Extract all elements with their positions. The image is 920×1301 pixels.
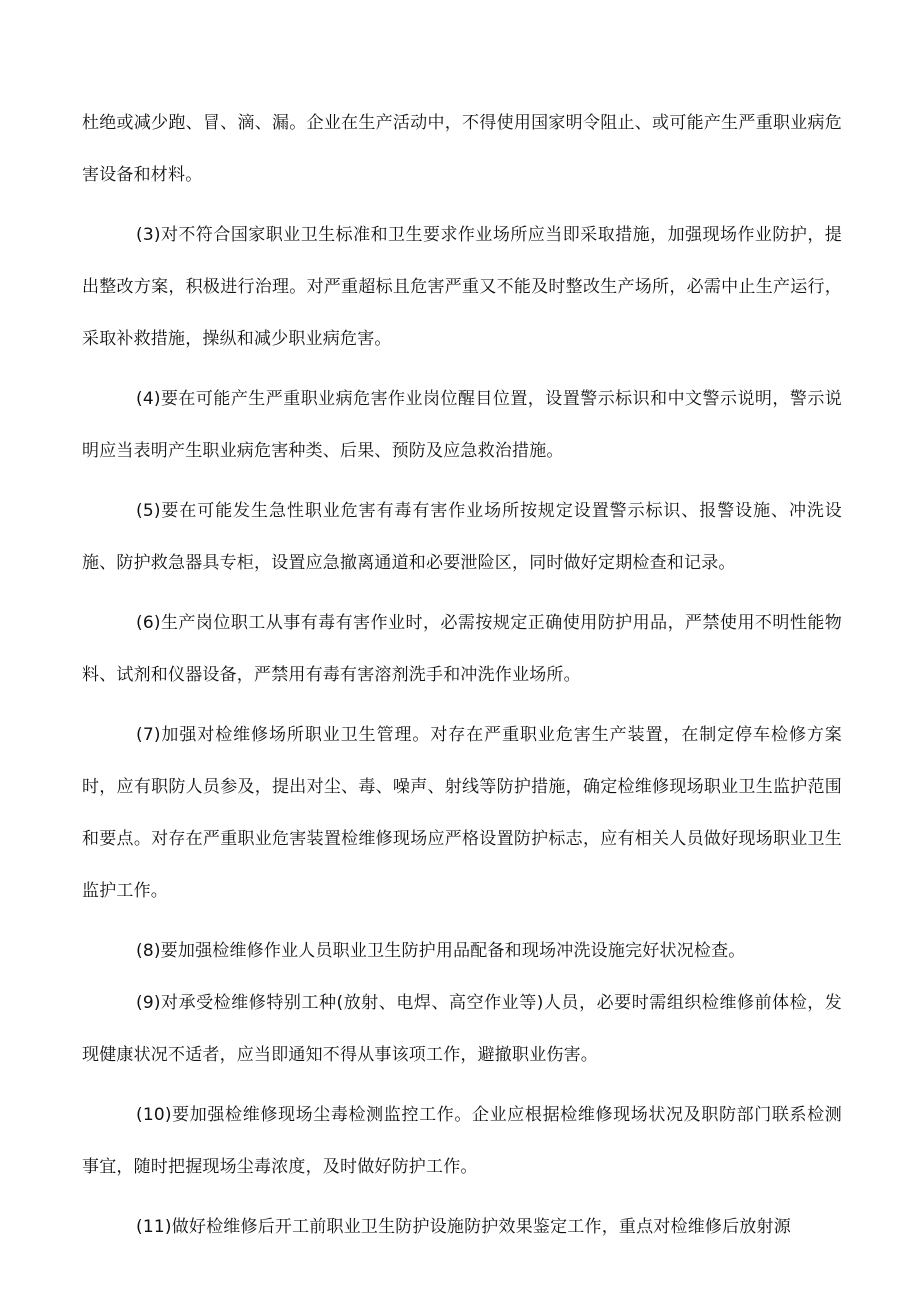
paragraph-item-3: (3)对不符合国家职业卫生标准和卫生要求作业场所应当即采取措施，加强现场作业防护，提出整改方案，积极进行治理。对严重超标且危害严重又不能及时整改生产场所，必需中止生产运行，采取补救措施，操纵和减少职业病危害。	[82, 225, 842, 349]
document-page	[82, 97, 842, 1253]
paragraph-intro: 杜绝或减少跑、冒、滴、漏。企业在生产活动中，不得使用国家明令阻止、或可能产生严重职业病危害设备和材料。	[82, 113, 842, 185]
paragraph-item-6: (6)生产岗位职工从事有毒有害作业时，必需按规定正确使用防护用品，严禁使用不明性能物料、试剂和仪器设备，严禁用有毒有害溶剂洗手和冲洗作业场所。	[82, 613, 842, 685]
paragraph-item-4: (4)要在可能产生严重职业病危害作业岗位醒目位置，设置警示标识和中文警示说明，警示说明应当表明产生职业病危害种类、后果、预防及应急救治措施。	[82, 389, 842, 461]
paragraph-item-8: (8)要加强检维修作业人员职业卫生防护用品配备和现场冲洗设施完好状况检查。	[136, 941, 746, 961]
paragraph-item-9: (9)对承受检维修特别工种(放射、电焊、高空作业等)人员，必要时需组织检维修前体检，发现健康状况不适者，应当即通知不得从事该项工作，避撤职业伤害。	[82, 993, 842, 1065]
paragraph-item-5: (5)要在可能发生急性职业危害有毒有害作业场所按规定设置警示标识、报警设施、冲洗设施、防护救急器具专柜，设置应急撤离通道和必要泄险区，同时做好定期检查和记录。	[82, 501, 842, 573]
paragraph-item-7: (7)加强对检维修场所职业卫生管理。对存在严重职业危害生产装置，在制定停车检修方案时，应有职防人员参及，提出对尘、毒、噪声、射线等防护措施，确定检维修现场职业卫生监护范围和要点。对存在严重职业危害装置检维修现场应严格设置防护标志，应有相关人员做好现场职业卫生监护工作。	[82, 725, 842, 901]
paragraph-item-11: (11)做好检维修后开工前职业卫生防护设施防护效果鉴定工作，重点对检维修后放射源	[136, 1217, 791, 1237]
paragraph-item-10: (10)要加强检维修现场尘毒检测监控工作。企业应根据检维修现场状况及职防部门联系检测事宜，随时把握现场尘毒浓度，及时做好防护工作。	[82, 1105, 842, 1177]
